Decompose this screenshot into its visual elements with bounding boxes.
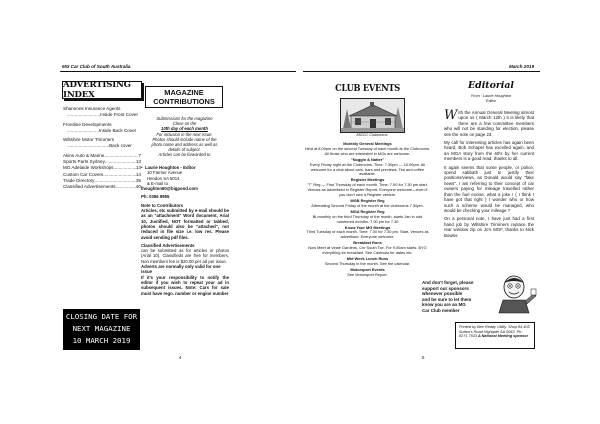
contributors-body: Articles, etc submitted by e-mail should be as an "attachment" Word document, Arial 10, Justified, NOT formatted or tabbed, photos should also be "attached", not reduced in file size i.e. low res. Please avoid sending pdf files. bbox=[141, 208, 229, 240]
advertiser-line: ..........................Inside Front Cover bbox=[67, 112, 138, 118]
advertiser-name: Sports Parts Sydney bbox=[63, 159, 105, 165]
reminder-line: whenever possible bbox=[422, 291, 463, 297]
photo-caption: MGCC Clubrooms bbox=[356, 133, 388, 137]
intro-line: For inclusion in the next issue. bbox=[156, 131, 213, 137]
editorial-body bbox=[444, 110, 534, 241]
event-block bbox=[304, 158, 431, 178]
magazine-body bbox=[141, 165, 229, 296]
address-line: Hendon SA 5014 bbox=[147, 175, 180, 181]
editor-name: Laurie Houghton - Editor bbox=[144, 165, 196, 170]
advertising-index-title: ADVERTISING INDEX bbox=[62, 81, 142, 99]
intro-line: Close on the bbox=[172, 121, 197, 127]
closing-line-3: 10 MARCH 2019 bbox=[72, 336, 131, 345]
event-text: Alternating Second Friday of the month at the clubrooms 7.30pm. bbox=[311, 202, 424, 208]
reminder-line: And don't forget, please bbox=[422, 280, 474, 285]
editorial-paragraph bbox=[444, 110, 534, 137]
intro-line: Articles can be forwarded to bbox=[158, 152, 211, 158]
classified-validity: Adverts are normally only valid for one issue bbox=[141, 264, 221, 275]
advertiser-page: 14 bbox=[135, 171, 141, 177]
bullet: • bbox=[141, 165, 143, 170]
event-heading: MGB Register Reg bbox=[350, 197, 385, 203]
clubrooms-photo bbox=[340, 98, 405, 133]
contributors-heading: Note to Contributors bbox=[141, 202, 184, 208]
classified-body: can be submitted as for articles or photos (Arial 10). Classifieds are free for members. Non members fee is $20.00 per ad per issue. bbox=[141, 248, 229, 264]
editor-email[interactable]: lhoughton60@bigpond.com bbox=[141, 186, 198, 192]
sponsor-reminder bbox=[422, 280, 488, 314]
building-illustration bbox=[341, 99, 404, 132]
advertiser-name: MG Adelaide Workshops bbox=[63, 165, 114, 171]
sponsor-text: Printed by Bee Ready Utility. Shop 84 405 Sutton's Road Highgate SA 5063. Ph: 8271 7633 bbox=[459, 325, 530, 339]
advertiser-name: Classified Advertisements bbox=[63, 184, 116, 190]
header-rule-right bbox=[303, 71, 540, 72]
printer-sponsor-box bbox=[455, 322, 535, 349]
drop-cap: W bbox=[444, 108, 458, 123]
advertiser-page: 13 bbox=[135, 159, 141, 165]
sponsor-tagline: A National Meeting sponsor bbox=[478, 334, 529, 339]
advertising-index-list bbox=[63, 106, 141, 191]
event-text: Second Thursday in the month. See the calendar. bbox=[324, 260, 411, 266]
event-heading: Breakfast Runs bbox=[353, 240, 382, 246]
intro-line: Photos should include name of the bbox=[152, 136, 217, 142]
reminder-line: and be sure to let them bbox=[422, 296, 472, 302]
event-block bbox=[304, 257, 431, 267]
closing-date-box bbox=[63, 309, 140, 350]
advertiser-page: 14 bbox=[135, 165, 141, 171]
event-block bbox=[304, 268, 431, 278]
magazine-contributions-title bbox=[145, 86, 223, 108]
magazine-title-line-2: CONTRIBUTIONS bbox=[153, 96, 215, 106]
event-heading: Monthly General Meetings bbox=[343, 141, 392, 146]
editorial-paragraph: It again seems that some people, or police, spend sabbath just to justify their positions/views, as Donald would say "fake news". I am referring to their concept of car owners paying for mileage travelled rather than the fuel excise, what a joke ! ( I think I have got that right ) I wonder who or how such a scheme would be managed, who would be checking your mileage ? bbox=[444, 164, 534, 213]
paragraph-text: ith the Annual General Meeting almost upon us ( March 12th ) it is likely that there are a few committee members who will not be standing for election, please see the note on page 23. bbox=[444, 110, 534, 137]
advertiser-line: Wiltshire Motor Trimmers bbox=[63, 137, 115, 143]
reminder-line: Car Club member bbox=[422, 307, 460, 313]
header-left: MG Car Club of South Australia bbox=[62, 64, 131, 69]
classified-responsibility: If it's your responsibility to notify the editor if you wish to repeat your ad in subsequent issues. Note: Cars for sale must have rego. number or engine number bbox=[141, 274, 229, 296]
byline-author: From : Laurie Houghton bbox=[470, 94, 512, 98]
intro-line: 10th day of each month bbox=[161, 126, 208, 132]
event-block bbox=[304, 199, 431, 209]
cartoon-man-icon bbox=[491, 273, 537, 315]
reminder-line: know you are an MG bbox=[422, 302, 466, 308]
event-block bbox=[304, 142, 431, 157]
closing-line-1: CLOSING DATE FOR bbox=[65, 312, 138, 321]
advertiser-page: 7 bbox=[138, 152, 141, 158]
event-heading: Motorsport Events bbox=[350, 266, 385, 272]
advertiser-page: 39 bbox=[135, 177, 141, 183]
header-right: March 2019 bbox=[509, 64, 535, 69]
event-heading: Know Your MG Meetings bbox=[344, 224, 391, 230]
address-line: 10 Farmer Avenue bbox=[147, 170, 183, 176]
classified-heading: Classified Advertisements bbox=[141, 242, 195, 248]
editorial-title: Editorial bbox=[468, 80, 514, 91]
event-block bbox=[304, 241, 431, 256]
page-number-left: 4 bbox=[179, 355, 182, 360]
event-heading: Mid Week Lunch Runs bbox=[346, 255, 389, 261]
leader-dots bbox=[116, 184, 136, 190]
advertiser-line: Frontline Developments bbox=[63, 121, 112, 127]
advertiser-page: 40 bbox=[135, 184, 141, 190]
event-block bbox=[304, 178, 431, 198]
event-text: "T" Reg — First Thursday of each month. Time: 7.00 for 7.30 pm start. Venues as advertised in Register Report. Everyone welcome—even if you don't own a Register vehicle. bbox=[307, 182, 428, 198]
editor-contact bbox=[141, 165, 229, 191]
event-text: See Motorsport Report. bbox=[347, 271, 388, 277]
club-events-title: CLUB EVENTS bbox=[335, 84, 400, 94]
editorial-paragraph: On a personal note, I have just had a first hand job by Wiltshire Trimmers replace the rear window zip on Jo's MGF, thanks to Nick Bowler. bbox=[444, 216, 534, 238]
intro-line: details of subject. bbox=[168, 147, 201, 153]
address-line: & E-mail to bbox=[147, 180, 169, 186]
editor-phone: Ph: 0356 9955 bbox=[141, 194, 170, 200]
event-text: Third Tuesday of each month. Time: 7.00 for 7.30 pm. Start. Venues as advertised. Everyone welcome. bbox=[306, 229, 429, 240]
advertiser-row bbox=[63, 184, 141, 190]
events-body bbox=[304, 142, 431, 279]
event-text: Bi-monthly on the third Thursday of the month, starts Jan in odd numbered months. 7.00 pm for 7.30 bbox=[312, 213, 423, 224]
event-heading: Register Meetings bbox=[350, 177, 385, 183]
page-number-right: 5 bbox=[422, 355, 425, 360]
event-heading: "Noggin & Natter" bbox=[350, 156, 385, 162]
event-block bbox=[304, 226, 431, 241]
closing-line-2: NEXT MAGAZINE bbox=[72, 324, 131, 333]
intro-line: Submissions for the magazine bbox=[156, 116, 213, 121]
header-rule-left bbox=[60, 71, 296, 72]
event-text: Held at 8.00pm on the second Tuesday of each month at the Clubrooms. All those who are interested in MGs are welcome. bbox=[304, 145, 431, 156]
event-heading: MGA Register Reg bbox=[350, 208, 385, 214]
magazine-intro bbox=[145, 116, 224, 158]
advertiser-name: Custom Car Covers bbox=[63, 171, 104, 177]
event-text: Now Meet at Veale Gardens, Cnr South Tce. For 9.00am starts. BYO everything for breakfast. See Calendar for dates etc. bbox=[308, 245, 427, 256]
advertiser-line: Shannons Insurance Agents bbox=[63, 106, 121, 111]
reminder-line: support our sponsors bbox=[422, 285, 469, 291]
advertiser-line: .........................Inside Back Cover bbox=[67, 127, 137, 133]
advertiser-name: Akins Auto & Marine bbox=[63, 152, 105, 158]
editorial-paragraph: My call for interesting articles has again been heard, Bob Schapel has excelled again, and an MGA story from the 60's by her current members is a good read, thanks to all. bbox=[444, 140, 534, 162]
byline-role: Editor bbox=[486, 98, 496, 103]
editorial-byline bbox=[451, 94, 531, 103]
advertiser-name: Trade Directory bbox=[63, 177, 95, 183]
advertiser-line: .................................Back cover bbox=[67, 143, 132, 149]
magazine-title-line-1: MAGAZINE bbox=[164, 88, 204, 97]
intro-line: photo name and address as well as bbox=[151, 142, 218, 148]
event-block bbox=[304, 210, 431, 225]
event-text: Every Friday night at the Clubrooms. Time: 7.30pm — 10.00pm. All welcome for a chat about cars, bars and previews. Tea and coffee available. bbox=[309, 161, 426, 177]
